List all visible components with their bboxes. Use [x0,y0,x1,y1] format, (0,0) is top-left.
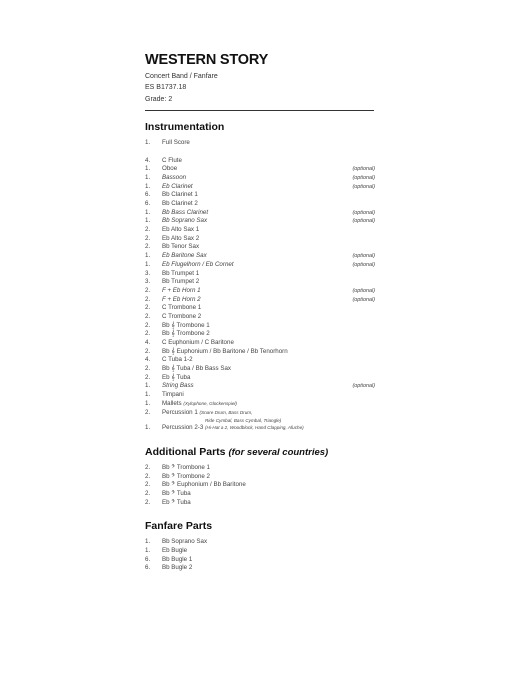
part-count: 2. [145,234,151,242]
part-name: Bb 𝄞 Trombone 1 [162,321,210,329]
part-name: Eb Alto Sax 1 [162,226,200,234]
part-row [145,287,377,296]
part-row [145,490,377,499]
part-count: 2. [145,304,151,312]
part-row [145,174,377,183]
score-row [145,139,377,148]
part-name: Bb 𝄢 Trombone 2 [162,472,211,480]
part-count: 1. [145,399,151,407]
part-row [145,564,377,573]
part-name: Bb 𝄞 Tuba / Bb Bass Sax [162,365,232,373]
part-name: Eb Baritone Sax [162,252,207,260]
part-row [145,217,377,226]
part-name: Eb Bugle [162,547,188,555]
part-row [145,356,377,365]
part-name: String Bass [162,382,194,390]
optional-tag: (optional) [352,183,375,190]
part-row [145,365,377,374]
part-row [145,382,377,391]
part-row [145,348,377,357]
part-name: Eb Alto Sax 2 [162,234,200,242]
part-count: 1. [145,538,151,546]
fanfare-parts-list [145,538,377,573]
percussion1-row [145,409,377,418]
piece-title: WESTERN STORY [145,52,269,68]
document-page [145,52,377,573]
fanfare-parts-heading: Fanfare Parts [145,520,213,533]
part-count: 2. [145,472,151,480]
part-count: 3. [145,269,151,277]
part-count: 1. [145,217,151,225]
part-count: 1. [145,165,151,173]
additional-parts-heading: Additional Parts (for several countries) [145,445,329,458]
part-name: Bb 𝄢 Tuba [162,489,191,497]
part-row [145,313,377,322]
part-row [145,243,377,252]
part-row [145,374,377,383]
part-row [145,481,377,490]
part-name: Bb 𝄢 Euphonium / Bb Baritone [162,481,246,489]
part-count: 4. [145,339,151,347]
part-count: 6. [145,564,151,572]
part-name: Eb Clarinet [162,182,193,190]
part-row [145,339,377,348]
optional-tag: (optional) [352,218,375,225]
part-row [145,464,377,473]
part-count: 1. [145,173,151,181]
part-name: Bb Clarinet 2 [162,200,198,208]
part-name: Bb Bugle 2 [162,564,193,572]
part-name: C Euphonium / C Baritone [162,339,234,347]
part-name: Bb Clarinet 1 [162,191,198,199]
optional-tag: (optional) [352,209,375,216]
part-row [145,235,377,244]
part-count: 6. [145,191,151,199]
optional-tag: (optional) [352,174,375,181]
part-row [145,296,377,305]
part-count: 1. [145,382,151,390]
part-detail: (Snare Drum, Bass Drum, [199,409,253,415]
part-name: Bb 𝄞 Trombone 2 [162,330,210,338]
part-name: Bassoon [162,173,187,181]
instrumentation-list [145,157,377,400]
part-row [145,473,377,482]
part-row [145,556,377,565]
part-row [145,330,377,339]
part-row [145,261,377,270]
part-name: Percussion 1 (Snare Drum, Bass Drum, [162,408,253,416]
part-count: 1. [145,208,151,216]
part-row [145,270,377,279]
part-row [145,391,377,400]
part-row [145,304,377,313]
part-count: 2. [145,312,151,320]
part-count: 2. [145,226,151,234]
part-count: 2. [145,321,151,329]
instrumentation-heading: Instrumentation [145,120,225,133]
optional-tag: (optional) [352,166,375,173]
part-count: 1. [145,138,151,146]
part-count: 2. [145,347,151,355]
part-count: 2. [145,481,151,489]
part-name: Eb Flugelhorn / Eb Cornet [162,260,234,268]
part-count: 1. [145,424,151,432]
part-detail: (Hi-Hat a 2, Woodblock, Hand Clapping, Afuche) [205,425,304,431]
part-name: Bb 𝄢 Trombone 1 [162,463,211,471]
part-row [145,547,377,556]
part-row [145,538,377,547]
part-name: Bb 𝄞 Euphonium / Bb Baritone / Bb Tenorhorn [162,347,288,355]
optional-tag: (optional) [352,287,375,294]
part-name: Timpani [162,391,184,399]
part-count: 1. [145,391,151,399]
part-name: Mallets (Xylophone, Glockenspiel) [162,399,237,407]
part-count: 1. [145,547,151,555]
part-count: 6. [145,200,151,208]
part-count: 6. [145,555,151,563]
part-name: Oboe [162,165,178,173]
part-count: 1. [145,252,151,260]
optional-tag: (optional) [352,261,375,268]
part-count: 2. [145,408,151,416]
part-name: Bb Bugle 1 [162,555,193,563]
ensemble-type: Concert Band / Fanfare [145,73,218,80]
part-detail-continued: Ride Cymbal, Bass Cymbal, Triangle) [205,418,282,424]
part-row [145,226,377,235]
part-count: 1. [145,182,151,190]
part-detail: (Xylophone, Glockenspiel) [183,400,237,406]
part-name: Eb 𝄢 Tuba [162,498,191,506]
optional-tag: (optional) [352,383,375,390]
part-count: 2. [145,295,151,303]
part-row [145,165,377,174]
part-name: Bb Tenor Sax [162,243,200,251]
optional-tag: (optional) [352,296,375,303]
part-count: 2. [145,463,151,471]
grade-level: Grade: 2 [145,95,173,103]
part-count: 2. [145,489,151,497]
divider [145,110,374,111]
part-row [145,157,377,166]
part-name: Bb Trumpet 1 [162,269,200,277]
optional-tag: (optional) [352,253,375,260]
part-name: C Trombone 2 [162,312,202,320]
part-count: 2. [145,498,151,506]
part-name: F + Eb Horn 2 [162,295,201,303]
part-row [145,252,377,261]
part-count: 2. [145,365,151,373]
part-row [145,499,377,508]
part-name: Bb Soprano Sax [162,538,208,546]
part-name: Full Score [162,138,190,146]
part-count: 2. [145,330,151,338]
part-count: 2. [145,373,151,381]
part-row [145,278,377,287]
part-name: C Tuba 1-2 [162,356,193,364]
part-count: 1. [145,260,151,268]
part-count: 4. [145,356,151,364]
part-name: Bb Bass Clarinet [162,208,209,216]
part-name: F + Eb Horn 1 [162,286,201,294]
part-count: 2. [145,286,151,294]
part-count: 4. [145,156,151,164]
part-name: Eb 𝄞 Tuba [162,373,191,381]
part-name: Bb Soprano Sax [162,217,208,225]
catalog-code: ES B1737.18 [145,84,187,92]
part-row [145,183,377,192]
percussion2-row [145,424,377,433]
part-count: 3. [145,278,151,286]
part-row [145,191,377,200]
part-count: 2. [145,243,151,251]
part-name: Percussion 2-3 (Hi-Hat a 2, Woodblock, Hand Clapping, Afuche) [162,424,304,432]
part-row [145,209,377,218]
additional-parts-list [145,464,377,507]
part-name: Bb Trumpet 2 [162,278,200,286]
part-row [145,200,377,209]
part-name: C Flute [162,156,182,164]
additional-parts-note: (for several countries) [228,446,329,458]
mallets-row [145,400,377,409]
part-name: C Trombone 1 [162,304,202,312]
